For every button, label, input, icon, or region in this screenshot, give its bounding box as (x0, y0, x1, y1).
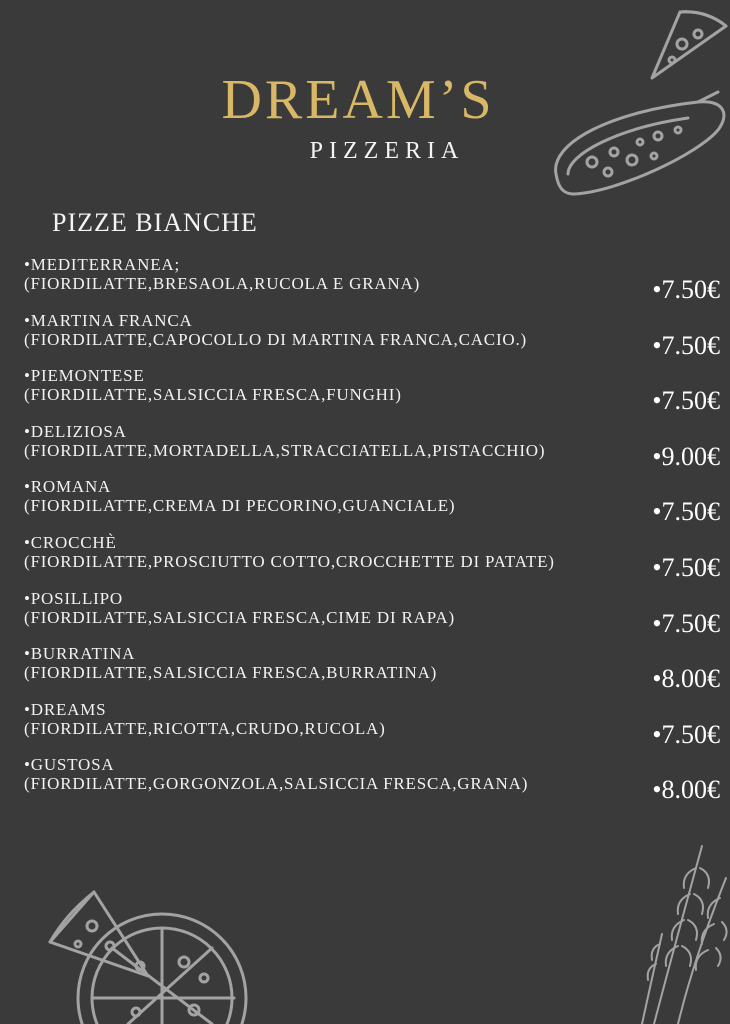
menu-item (24, 366, 724, 422)
item-name: •MEDITERRANEA; (24, 255, 180, 274)
menu-item (24, 644, 724, 700)
pizza-icon (44, 886, 250, 1024)
item-name: •GUSTOSA (24, 755, 115, 775)
section-title: PIZZE BIANCHE (52, 208, 258, 237)
brand-title: DREAM’S (221, 69, 495, 131)
item-description: (FIORDILATTE,SALSICCIA FRESCA,CIME DI RAPA) (24, 607, 455, 627)
menu-item (24, 589, 724, 645)
menu-item (24, 533, 724, 589)
item-name: •CROCCHÈ (24, 532, 117, 552)
item-description: (FIORDILATTE,GORGONZOLA,SALSICCIA FRESCA,GRANA) (24, 774, 529, 794)
menu-item (24, 477, 724, 533)
item-price: •7.50€ (652, 275, 720, 304)
item-price: •7.50€ (652, 497, 720, 527)
menu-item (24, 255, 724, 311)
item-name: •BURRATINA (24, 644, 136, 664)
item-name: •PIEMONTESE (24, 366, 145, 386)
item-price: •7.50€ (652, 719, 720, 749)
item-description: (FIORDILATTE,PROSCIUTTO COTTO,CROCCHETTE DI PATATE) (24, 551, 555, 571)
item-description: (FIORDILATTE,MORTADELLA,STRACCIATELLA,PISTACCHIO) (24, 440, 546, 460)
item-name: •ROMANA (24, 477, 112, 497)
item-price: •7.50€ (652, 552, 720, 582)
item-name: •MARTINA FRANCA (24, 310, 193, 330)
menu-item (24, 755, 724, 811)
item-description: (FIORDILATTE,BRESAOLA,RUCOLA E GRANA) (24, 274, 421, 293)
item-description: (FIORDILATTE,SALSICCIA FRESCA,BURRATINA) (24, 663, 438, 683)
brand-subtitle: PIZZERIA (309, 138, 465, 164)
item-name: •POSILLIPO (24, 588, 123, 608)
menu-item (24, 700, 724, 756)
brand-header (0, 68, 716, 165)
item-description: (FIORDILATTE,CREMA DI PECORINO,GUANCIALE) (24, 496, 456, 516)
item-price: •9.00€ (652, 441, 720, 471)
item-price: •7.50€ (652, 608, 720, 638)
wheat-icon (634, 838, 730, 1024)
item-price: •8.00€ (652, 775, 720, 805)
item-description: (FIORDILATTE,RICOTTA,CRUDO,RUCOLA) (24, 718, 386, 738)
item-price: •7.50€ (652, 330, 720, 360)
item-name: •DREAMS (24, 699, 107, 719)
menu-item (24, 422, 724, 478)
item-name: •DELIZIOSA (24, 421, 127, 441)
item-price: •7.50€ (652, 386, 720, 416)
item-price: •8.00€ (652, 664, 720, 694)
item-description: (FIORDILATTE,CAPOCOLLO DI MARTINA FRANCA,CACIO.) (24, 329, 527, 349)
menu-item (24, 311, 724, 367)
item-description: (FIORDILATTE,SALSICCIA FRESCA,FUNGHI) (24, 385, 402, 405)
menu-list (24, 255, 724, 811)
